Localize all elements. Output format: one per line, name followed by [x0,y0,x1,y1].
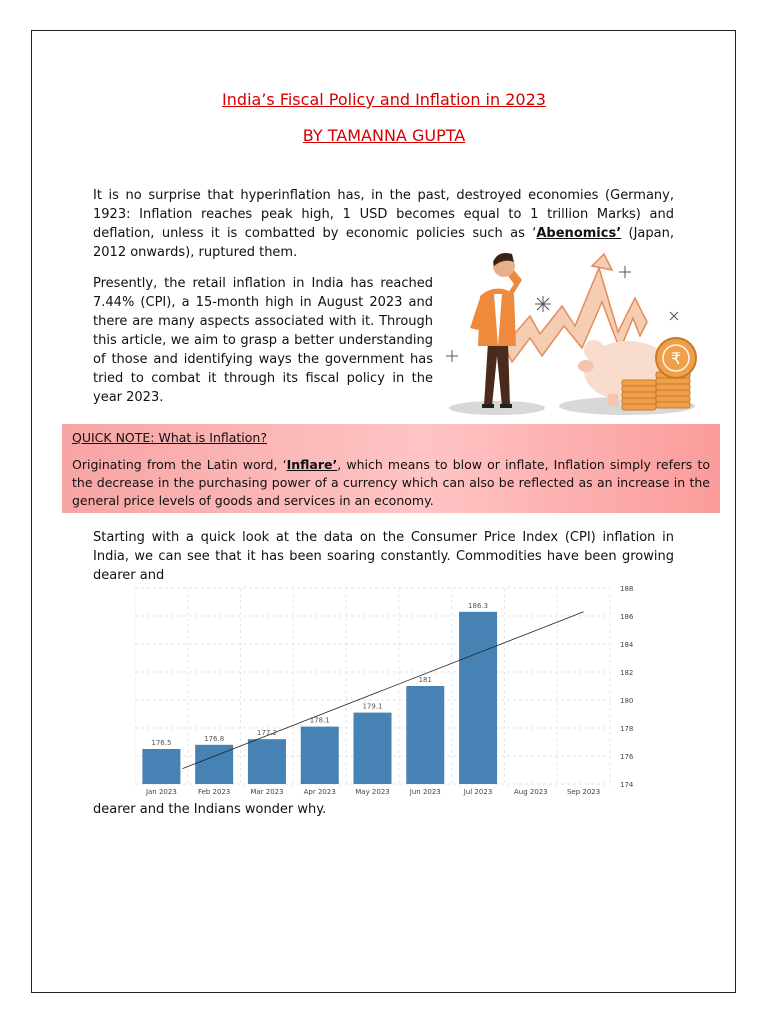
worried-man-icon [470,253,522,408]
y-tick-label: 182 [620,669,634,677]
cpi-paragraph: Starting with a quick look at the data on the Consumer Price Index (CPI) inflation in India, we can see that it has been soaring constantly. Commodities have been growing dearer and [93,530,674,583]
data-label: 186.3 [468,601,489,610]
closing-paragraph: dearer and the Indians wonder why. [93,802,327,817]
intro-text-end: (Japan, 2012 onwards), ruptured them. [93,226,674,260]
data-label: 179.1 [362,702,383,711]
y-tick-label: 178 [620,725,634,733]
y-tick-label: 184 [620,641,634,649]
data-label: 181 [418,676,432,684]
bar [406,686,444,784]
y-tick-label: 188 [620,585,634,593]
y-tick-label: 180 [620,697,634,705]
bar [301,727,339,784]
quick-note-box [62,424,720,513]
y-tick-label: 186 [620,613,634,621]
x-tick-label: Jul 2023 [463,788,493,796]
data-label: 178.1 [309,716,330,725]
x-tick-label: Jan 2023 [145,788,177,796]
quick-note-text-start: Originating from the Latin word, ‘ [72,457,287,472]
x-tick-label: Jun 2023 [409,788,441,796]
bar [459,612,497,784]
quick-note-heading: QUICK NOTE: What is Inflation? [72,430,267,445]
svg-text:₹: ₹ [670,349,682,368]
article-byline: BY TAMANNA GUPTA [302,126,466,145]
abenomics-keyword: Abenomics’ [536,226,622,241]
data-label: 177.2 [256,729,277,738]
y-tick-label: 174 [620,781,634,789]
bar [248,739,286,784]
quick-note-body [72,456,710,510]
rupee-coin-icon [656,338,696,378]
quick-note-text-end: , which means to blow or inflate, Inflation simply refers to the decrease in the purchasing power of a currency which can also be reflected as an increase in the general price levels of goods and services in an economy. [72,457,711,508]
bar [354,713,392,784]
x-tick-label: May 2023 [355,788,390,796]
x-tick-label: Sep 2023 [566,788,601,796]
intro-text-start: It is no surprise that hyperinflation has, in the past, destroyed economies (Germany, 1923: Inflation reaches peak high, 1 USD becomes equal to 1 trillion Marks) and deflation, unless it is combatted by economic policies such as ‘ [93,188,674,241]
inflation-paragraph: Presently, the retail inflation in India has reached 7.44% (CPI), a 15-month high in August 2023 and there are many aspects associated with it. Through this article, we aim to grasp a better understanding of those and identifying ways the government has tried to combat it through its fiscal policy in the year 2023. [93,276,433,405]
data-label: 176.5 [151,739,172,747]
cpi-bar-chart [135,578,640,800]
x-tick-label: Apr 2023 [303,788,336,796]
data-label: 176.8 [204,734,225,743]
x-tick-label: Mar 2023 [250,788,284,796]
x-tick-label: Aug 2023 [513,788,548,796]
x-tick-label: Feb 2023 [197,788,231,796]
bar [142,749,180,784]
inflation-illustration [442,246,700,416]
y-tick-label: 176 [620,753,634,761]
article-title: India’s Fiscal Policy and Inflation in 2023 [222,90,546,109]
inflare-keyword: Inflare’ [286,457,338,472]
